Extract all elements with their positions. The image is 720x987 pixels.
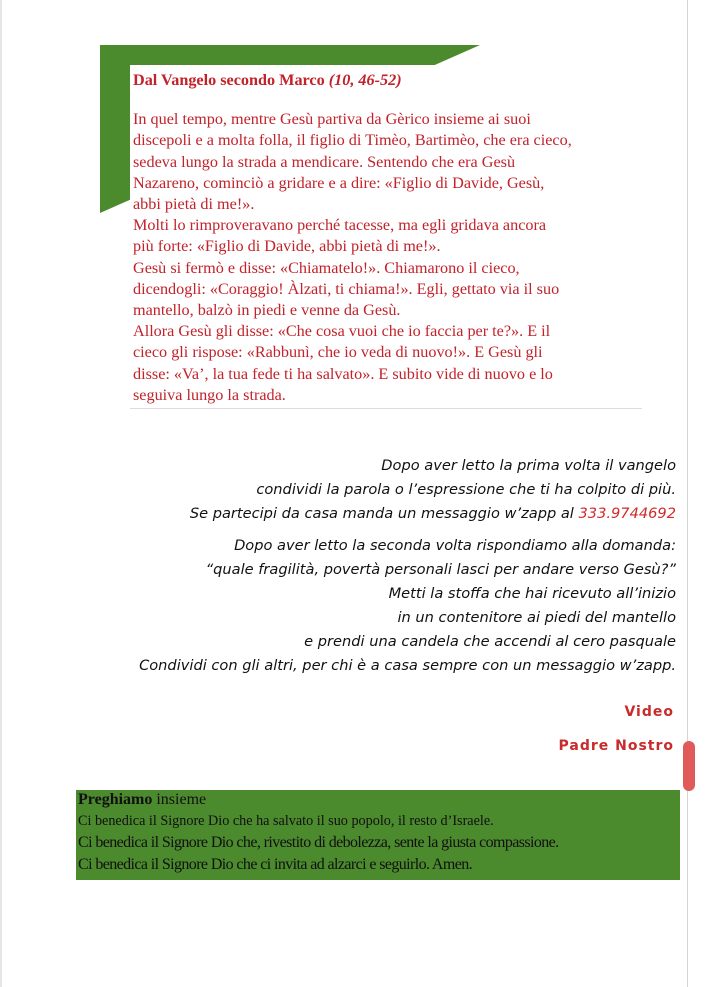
instruction-line: condividi la parola o l’espressione che ti ha colpito di più. — [256, 481, 676, 498]
gospel-line: seguiva lungo la strada. — [133, 385, 286, 404]
prayer-box — [76, 790, 680, 880]
instruction-line: Metti la stoffa che hai ricevuto all’inizio — [388, 585, 676, 602]
spacer — [36, 526, 676, 534]
gospel-title — [133, 70, 642, 91]
gospel-reference: (10, 46-52) — [328, 71, 402, 89]
prayer-line: Ci benedica il Signore Dio che, rivestito di debolezza, sente la giusta compassione. — [78, 834, 559, 851]
gospel-line: Allora Gesù gli disse: «Che cosa vuoi che io faccia per te?». E il — [133, 322, 551, 341]
gospel-text-box — [130, 65, 642, 409]
gospel-line: Gesù si fermò e disse: «Chiamatelo!». Chiamarono il cieco, — [133, 258, 520, 277]
gospel-line: disse: «Va’, la tua fede ti ha salvato». E subito vide di nuovo e lo — [133, 364, 553, 383]
gospel-title-text: Dal Vangelo secondo Marco — [133, 71, 325, 89]
instruction-line: Dopo aver letto la seconda volta rispondiamo alla domanda: — [234, 537, 676, 554]
phone-number-link[interactable]: 333.9744692 — [578, 505, 676, 522]
gospel-line: discepoli e a molta folla, il figlio di Timèo, Bartimèo, che era cieco, — [133, 131, 572, 150]
scrollbar-thumb[interactable] — [683, 741, 695, 791]
instruction-line: e prendi una candela che accendi al cero pasquale — [304, 633, 676, 650]
instruction-line: “quale fragilità, povertà personali lasci per andare verso Gesù?” — [205, 561, 676, 578]
video-link[interactable]: Video — [624, 704, 674, 720]
gospel-line: abbi pietà di me!». — [133, 195, 255, 214]
gospel-line: sedeva lungo la strada a mendicare. Sentendo che era Gesù — [133, 152, 516, 171]
instruction-line: Dopo aver letto la prima volta il vangelo — [381, 457, 676, 474]
padre-nostro-link[interactable]: Padre Nostro — [558, 738, 674, 754]
page-left-edge — [0, 0, 2, 987]
gospel-line: In quel tempo, mentre Gesù partiva da Gèrico insieme ai suoi — [133, 110, 531, 129]
prayer-title — [78, 790, 678, 810]
gospel-section — [100, 45, 645, 405]
instruction-line: Condividi con gli altri, per chi è a casa sempre con un messaggio w’zapp. — [139, 657, 676, 674]
gospel-line: cieco gli rispose: «Rabbunì, che io veda di nuovo!». E Gesù gli — [133, 343, 543, 362]
gospel-body — [133, 109, 642, 406]
prayer-title-rest: insieme — [152, 791, 207, 808]
gospel-line: Molti lo rimproveravano perché tacesse, ma egli gridava ancora — [133, 216, 547, 235]
gospel-line: mantello, balzò in piedi e venne da Gesù. — [133, 301, 401, 320]
prayer-line: Ci benedica il Signore Dio che ci invita ad alzarci e seguirlo. Amen. — [78, 856, 473, 873]
gospel-line: più forte: «Figlio di Davide, abbi pietà di me!». — [133, 237, 441, 256]
gospel-line: dicendogli: «Coraggio! Àlzati, ti chiama!». Egli, gettato via il suo — [133, 279, 560, 298]
prayer-title-bold: Preghiamo — [78, 791, 153, 808]
phone-prefix: Se partecipi da casa manda un messaggio w’zapp al — [189, 505, 579, 522]
gospel-line: Nazareno, cominciò a gridare e a dire: «Figlio di Davide, Gesù, — [133, 173, 545, 192]
prayer-line: Ci benedica il Signore Dio che ha salvato il suo popolo, il resto d’Israele. — [78, 813, 494, 829]
instruction-phone-line — [36, 502, 676, 526]
instruction-line: in un contenitore ai piedi del mantello — [397, 609, 676, 626]
instructions-block — [36, 454, 676, 678]
